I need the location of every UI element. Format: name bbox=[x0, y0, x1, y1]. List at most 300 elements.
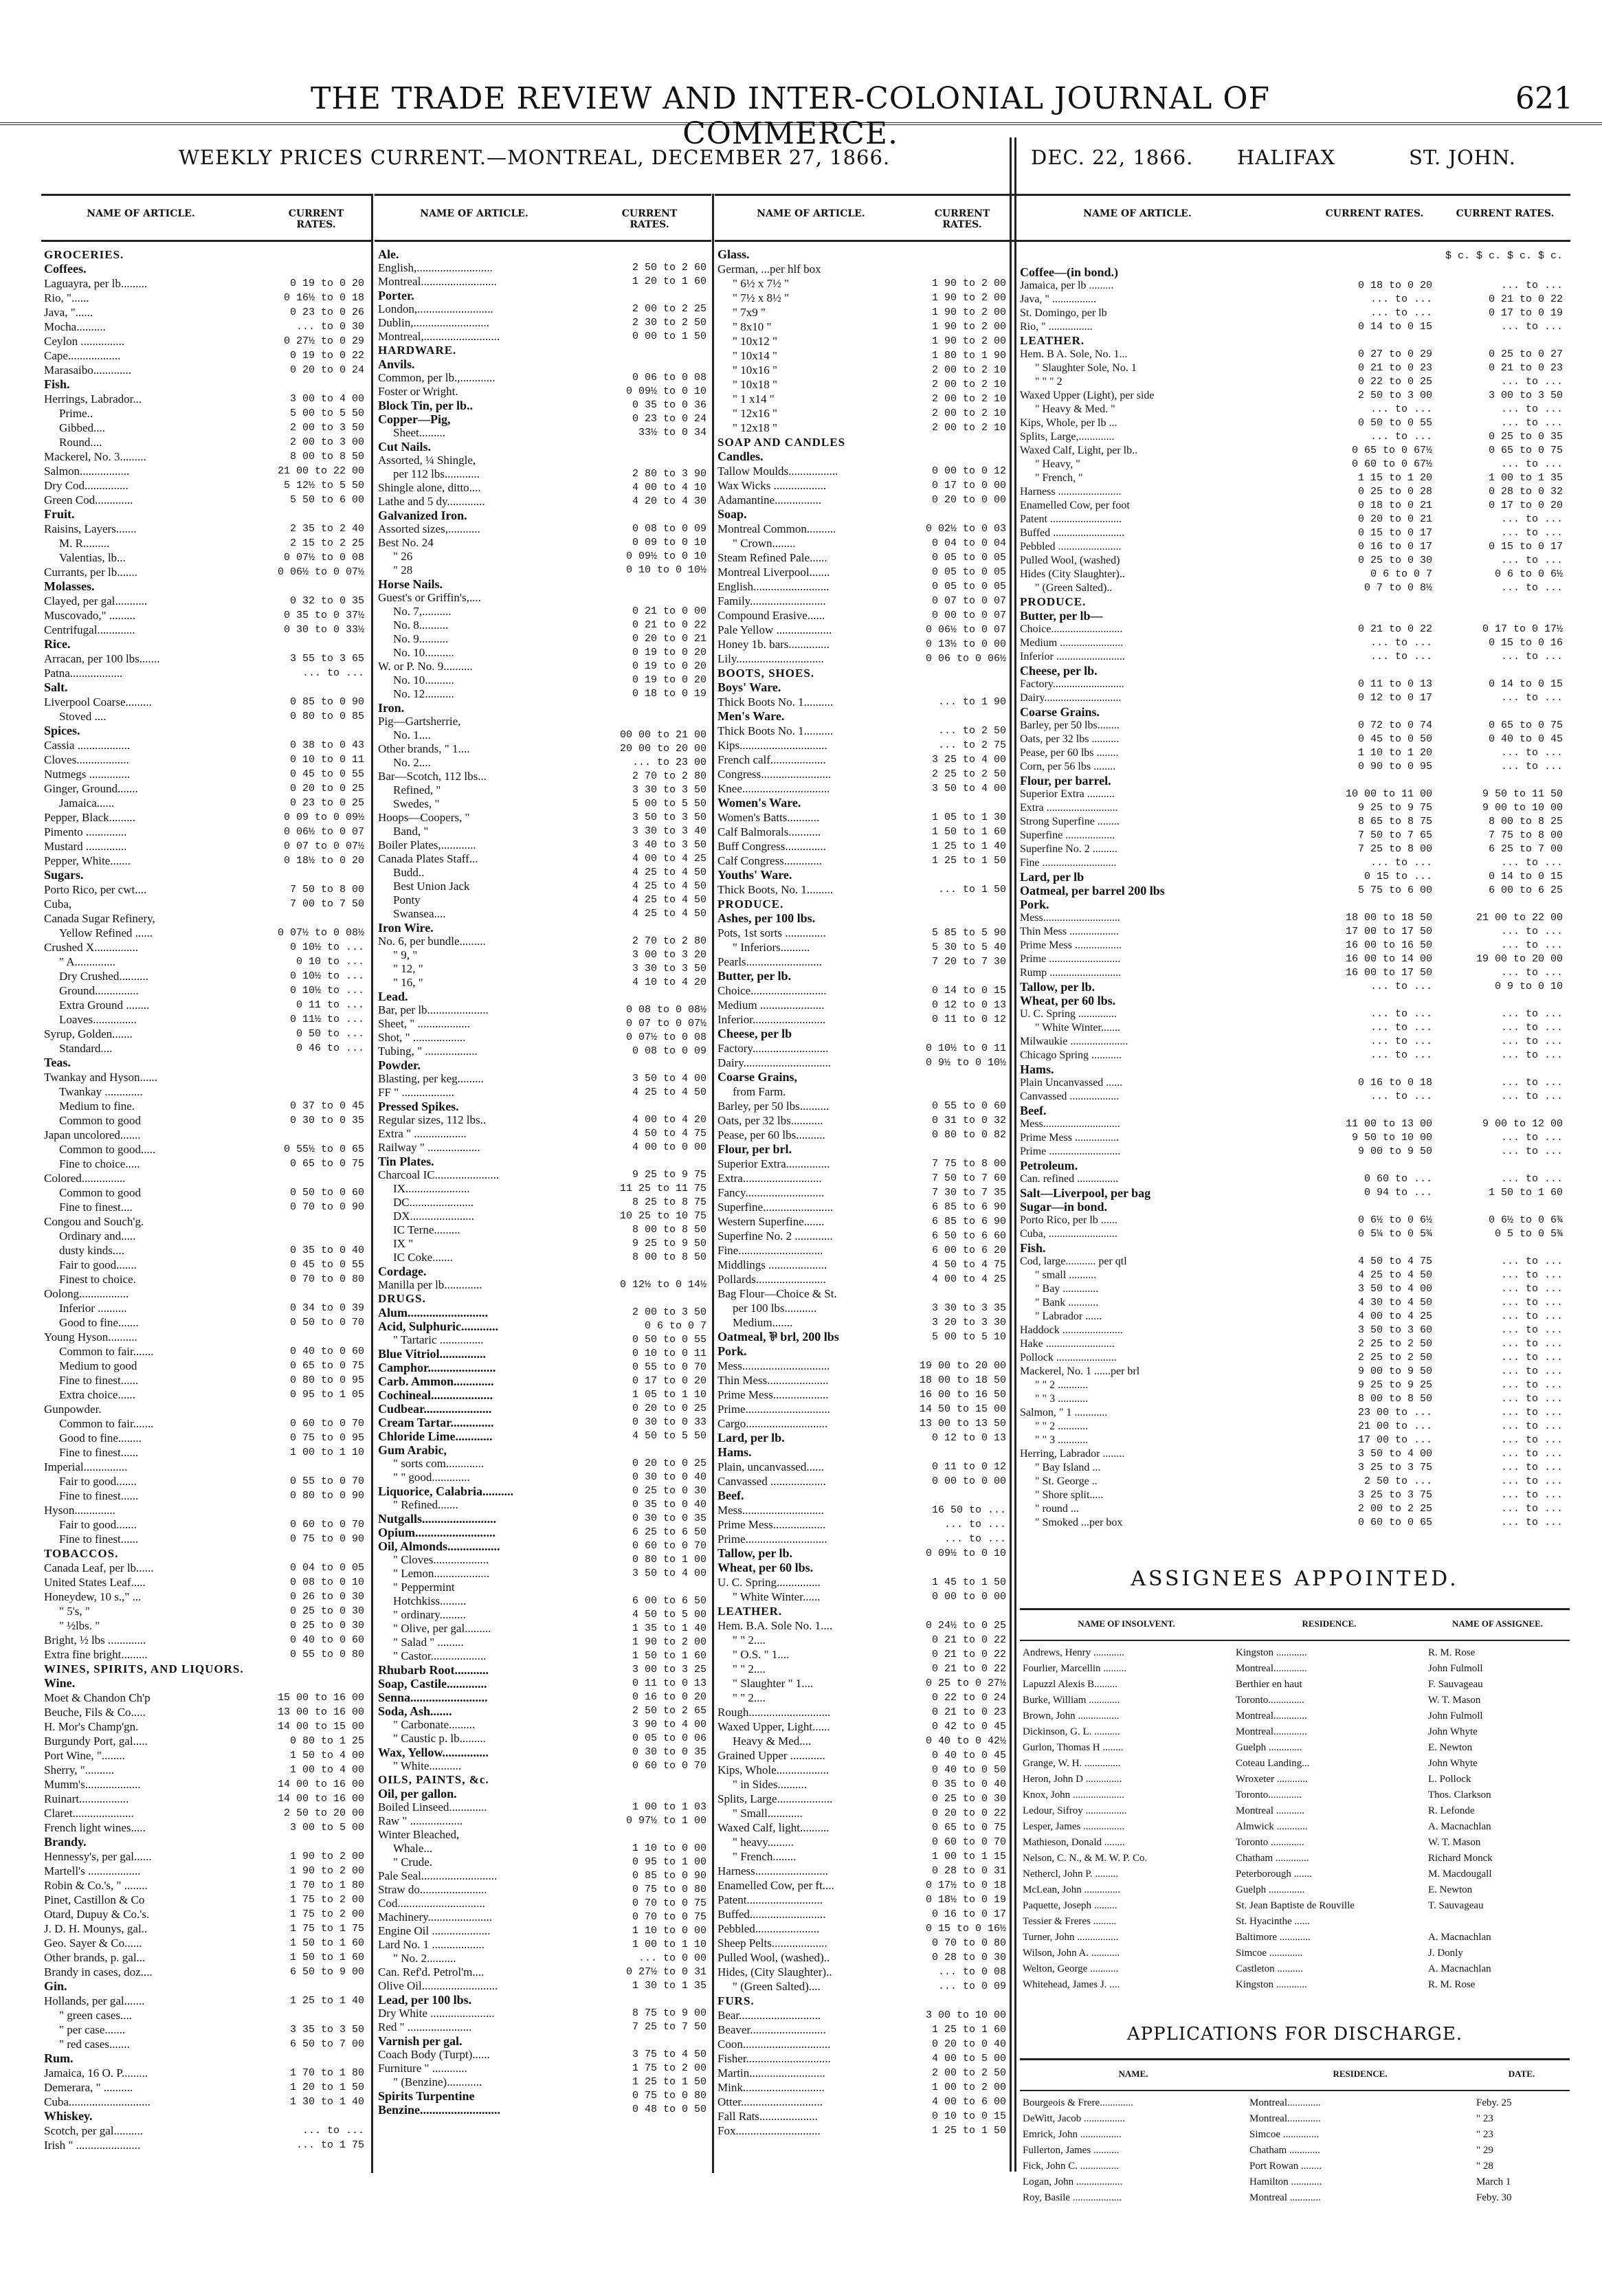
price-row bbox=[717, 1950, 1006, 1965]
category-heading bbox=[44, 579, 367, 594]
current-rate: ... to 0 08 bbox=[937, 1966, 1006, 1978]
current-rate: 6 50 to 7 00 bbox=[289, 2038, 364, 2050]
table-cell: Tessier & Freres ......... bbox=[1023, 1916, 1117, 1927]
article-name: Regular sizes, 112 lbs.. bbox=[378, 1113, 487, 1126]
article-name: Machinery...................... bbox=[378, 1910, 493, 1924]
price-row bbox=[378, 1581, 708, 1594]
article-name: Fine to finest...... bbox=[59, 1374, 139, 1387]
price-row bbox=[44, 2066, 367, 2080]
halifax-rate: 5 75 to 6 00 bbox=[1357, 884, 1432, 896]
article-name: Fair to good....... bbox=[59, 1258, 137, 1271]
article-name: Barley, per 50 lbs.......... bbox=[717, 1100, 830, 1113]
current-rate: 0 11 to 0 12 bbox=[931, 1014, 1006, 1025]
stjohn-rate: 1 00 to 1 35 bbox=[1488, 472, 1563, 484]
halifax-rate: 0 6 to 0 7 bbox=[1370, 568, 1432, 580]
current-rate: 0 80 to 0 82 bbox=[931, 1129, 1006, 1141]
stjohn-rate: ... to ... bbox=[1500, 1036, 1563, 1047]
article-name: Raisins, Layers....... bbox=[44, 522, 137, 535]
article-name: French light wines..... bbox=[44, 1821, 146, 1834]
article-name: Best No. 24 bbox=[378, 536, 434, 549]
table-row bbox=[1020, 1835, 1570, 1851]
category-heading bbox=[44, 868, 367, 882]
article-name: Brandy. bbox=[44, 1835, 87, 1849]
article-name: Manilla per lb............. bbox=[378, 1278, 482, 1291]
current-rate: 0 05 to 0 05 bbox=[931, 581, 1006, 592]
current-rate: 4 25 to 4 50 bbox=[632, 880, 707, 892]
current-rate: 0 07 to 0 07 bbox=[931, 595, 1006, 607]
current-rate: 1 10 to 0 00 bbox=[632, 1842, 707, 1854]
article-name: Superior Extra............... bbox=[717, 1157, 830, 1170]
price-row bbox=[1020, 1351, 1570, 1365]
article-name: Lard, per lb. bbox=[717, 1431, 785, 1445]
price-row bbox=[717, 334, 1006, 348]
current-rate: 4 25 to 4 50 bbox=[632, 894, 707, 906]
table-cell: A. Macnachlan bbox=[1428, 1932, 1491, 1943]
article-name: Iron. bbox=[378, 701, 405, 715]
stjohn-rate: ... to ... bbox=[1500, 1311, 1563, 1322]
article-name: " ½lbs. " bbox=[59, 1619, 100, 1632]
current-rate: 0 20 to 0 21 bbox=[632, 633, 707, 645]
stjohn-rate: ... to ... bbox=[1500, 417, 1563, 429]
article-name: Butter, per lb. bbox=[717, 969, 792, 983]
price-row bbox=[44, 1965, 367, 1979]
current-rate: 0 08 to 0 09 bbox=[632, 523, 707, 535]
current-rate: 0 16½ to 0 18 bbox=[283, 292, 364, 304]
article-name: Nutmegs .............. bbox=[44, 768, 131, 781]
table-cell: Almwick ............ bbox=[1236, 1821, 1308, 1832]
article-name: Carb. Ammon............. bbox=[378, 1374, 494, 1388]
price-row bbox=[378, 893, 708, 907]
current-rate: 0 19 to 0 20 bbox=[632, 647, 707, 658]
stjohn-rate: ... to ... bbox=[1500, 1049, 1563, 1061]
article-name: Milwaukie ..................... bbox=[1020, 1036, 1128, 1047]
article-name: Good to fine....... bbox=[59, 1316, 139, 1329]
category-heading bbox=[1020, 1104, 1570, 1117]
article-name: Prime............................. bbox=[717, 1403, 830, 1416]
current-rate: 3 00 to 3 20 bbox=[632, 949, 707, 961]
discharge-header-0 bbox=[1020, 2058, 1247, 2091]
current-rate: 3 40 to 3 50 bbox=[632, 839, 707, 851]
journal-title: THE TRADE REVIEW AND INTER-COLONIAL JOURNAL OF COMMERCE. bbox=[311, 81, 1270, 151]
article-name: " 7½ x 8½ " bbox=[733, 291, 789, 304]
current-rate: 0 28 to 0 31 bbox=[931, 1865, 1006, 1877]
article-name: Finest to choice. bbox=[59, 1273, 136, 1286]
maritime-header bbox=[1014, 194, 1570, 242]
current-rate: 0 10½ to ... bbox=[289, 941, 364, 953]
price-row bbox=[378, 1278, 708, 1292]
price-row bbox=[44, 1113, 367, 1128]
stjohn-rate: ... to ... bbox=[1500, 1366, 1563, 1377]
article-name: Beef. bbox=[1020, 1104, 1047, 1117]
halifax-label: HALIFAX bbox=[1237, 146, 1336, 169]
price-row bbox=[717, 1849, 1006, 1864]
article-name: Family.......................... bbox=[717, 594, 826, 608]
table-cell: Peterborough ....... bbox=[1236, 1869, 1312, 1880]
article-name: Horse Nails. bbox=[378, 577, 443, 591]
price-row bbox=[378, 454, 708, 467]
article-name: Dublin,.......................... bbox=[378, 316, 489, 329]
article-name: Shingle alone, ditto.... bbox=[378, 481, 481, 494]
col3-header bbox=[715, 194, 1017, 242]
price-row bbox=[1020, 1076, 1570, 1090]
table-cell: Toronto............. bbox=[1236, 1790, 1302, 1801]
current-rate: 0 18 to 0 19 bbox=[632, 688, 707, 700]
article-name: " 10x14 " bbox=[733, 349, 777, 362]
price-row bbox=[378, 1553, 708, 1567]
section-heading bbox=[44, 1546, 367, 1561]
article-name: Imperial............... bbox=[44, 1460, 128, 1473]
stjohn-rate: 3 00 to 3 50 bbox=[1488, 390, 1563, 401]
price-row bbox=[1020, 389, 1570, 403]
article-name: Spirits Turpentine bbox=[378, 2089, 475, 2103]
article-name: Jamaica, 16 O. P......... bbox=[44, 2066, 148, 2080]
article-name: Herrings, Labrador... bbox=[44, 392, 142, 405]
current-rate: 4 00 to 6 00 bbox=[931, 2096, 1006, 2108]
current-rate: 0 25 to 0 30 bbox=[289, 1605, 364, 1617]
category-heading bbox=[717, 1344, 1006, 1359]
halifax-rate: 0 27 to 0 29 bbox=[1357, 348, 1432, 360]
price-row bbox=[44, 1344, 367, 1359]
price-row bbox=[717, 1835, 1006, 1849]
current-rate: 0 38 to 0 43 bbox=[289, 739, 364, 751]
price-row bbox=[1020, 829, 1570, 843]
category-heading bbox=[1020, 1241, 1570, 1255]
current-rate: 8 00 to 8 50 bbox=[632, 1224, 707, 1236]
category-heading bbox=[1020, 774, 1570, 788]
price-row bbox=[44, 1171, 367, 1185]
current-rate: 0 18½ to 0 19 bbox=[925, 1894, 1006, 1906]
price-row bbox=[44, 1185, 367, 1200]
price-row bbox=[717, 1243, 1006, 1258]
price-row bbox=[44, 435, 367, 449]
article-name: Enamelled Cow, per foot bbox=[1020, 500, 1130, 511]
article-name: Butter, per lb— bbox=[1020, 609, 1103, 623]
current-rate: 1 90 to 2 00 bbox=[632, 1636, 707, 1648]
article-name: Men's Ware. bbox=[717, 709, 785, 723]
stjohn-rate: ... to ... bbox=[1500, 1407, 1563, 1418]
price-row bbox=[1020, 499, 1570, 513]
price-row bbox=[44, 2138, 367, 2152]
article-name: Waxed Calf, light.......... bbox=[717, 1821, 830, 1834]
current-rate: 0 23 to 0 25 bbox=[289, 797, 364, 809]
current-rate: 2 35 to 2 40 bbox=[289, 523, 364, 535]
article-name: per 112 lbs............ bbox=[393, 467, 480, 480]
price-row bbox=[378, 495, 708, 509]
article-name: Foster or Wright. bbox=[378, 385, 458, 398]
article-name: " Olive, per gal......... bbox=[393, 1622, 491, 1635]
price-row bbox=[1020, 1516, 1570, 1530]
halifax-rate: 2 00 to 2 25 bbox=[1357, 1503, 1432, 1515]
article-name: Medium ....................... bbox=[1020, 637, 1124, 649]
assignees-header-2 bbox=[1425, 1608, 1570, 1641]
current-rate: 2 00 to 2 10 bbox=[931, 379, 1006, 390]
price-row bbox=[1020, 375, 1570, 389]
article-name: Cape.................. bbox=[44, 349, 121, 362]
current-rate: 4 10 to 4 20 bbox=[632, 977, 707, 988]
article-name: Pollards........................ bbox=[717, 1273, 826, 1286]
table-cell: Richard Monck bbox=[1428, 1853, 1493, 1864]
halifax-rate: 0 20 to 0 21 bbox=[1357, 513, 1432, 525]
price-row bbox=[1020, 636, 1570, 650]
price-row bbox=[378, 275, 708, 289]
price-row bbox=[717, 565, 1006, 579]
table-cell: Fick, John C. ............... bbox=[1023, 2161, 1120, 2172]
montreal-prices-title: WEEKLY PRICES CURRENT.—MONTREAL, DECEMBER 27, 1866. bbox=[179, 146, 891, 169]
current-rate: 3 50 to 4 00 bbox=[931, 783, 1006, 794]
price-row bbox=[717, 348, 1006, 363]
price-row bbox=[44, 2080, 367, 2095]
article-name: Senna......................... bbox=[378, 1691, 488, 1704]
price-row bbox=[1020, 760, 1570, 774]
article-name: Refined, " bbox=[393, 783, 441, 796]
current-rate: 8 00 to 8 50 bbox=[289, 451, 364, 462]
price-row bbox=[717, 1056, 1006, 1070]
article-name: Twankay and Hyson...... bbox=[44, 1071, 158, 1084]
article-name: Martin.......................... bbox=[717, 2066, 825, 2080]
article-name: Cream Tartar.............. bbox=[378, 1416, 494, 1429]
price-row bbox=[378, 467, 708, 481]
article-name: No. 10.......... bbox=[393, 673, 454, 687]
price-row bbox=[1020, 554, 1570, 568]
current-rate: 0 6 to 0 7 bbox=[644, 1320, 707, 1332]
current-rate: 1 20 to 1 50 bbox=[289, 2082, 364, 2093]
price-row bbox=[378, 1594, 708, 1608]
article-name: Congou and Souch'g. bbox=[44, 1215, 144, 1228]
article-name: Syrup, Golden....... bbox=[44, 1027, 133, 1040]
price-row bbox=[717, 1084, 1006, 1099]
price-row bbox=[44, 998, 367, 1012]
price-row bbox=[378, 1031, 708, 1045]
col3-rate-header: CURRENT RATES. bbox=[934, 208, 990, 230]
article-name: Ashes, per 100 lbs. bbox=[717, 911, 816, 925]
section-heading bbox=[717, 897, 1006, 911]
price-row bbox=[717, 594, 1006, 608]
article-name: Salmon................. bbox=[44, 465, 130, 478]
current-rate: 3 00 to 10 00 bbox=[925, 2009, 1006, 2021]
current-rate: 0 00 to 0 07 bbox=[931, 610, 1006, 621]
table-cell: Wilson, John A. ........... bbox=[1023, 1948, 1120, 1959]
price-row bbox=[378, 481, 708, 495]
current-rate: 4 25 to 4 50 bbox=[632, 908, 707, 919]
current-rate: 0 12 to 0 13 bbox=[931, 999, 1006, 1011]
table-cell: Coteau Landing... bbox=[1236, 1758, 1310, 1769]
article-name: Claret..................... bbox=[44, 1807, 134, 1820]
price-row bbox=[44, 1777, 367, 1792]
article-name: Nutgalls........................ bbox=[378, 1512, 497, 1526]
table-cell: Dickinson, G. L. .......... bbox=[1023, 1726, 1120, 1737]
running-head bbox=[0, 81, 1602, 151]
table-cell: Fullerton, James .......... bbox=[1023, 2145, 1120, 2156]
price-row bbox=[717, 522, 1006, 536]
table-cell: Chatham ............. bbox=[1236, 1853, 1309, 1864]
assignees-title: ASSIGNEES APPOINTED. bbox=[1131, 1567, 1459, 1591]
current-rate: 0 30 to 0 35 bbox=[289, 1115, 364, 1126]
article-name: Rhubarb Root........... bbox=[378, 1663, 489, 1677]
col3-name-header: NAME OF ARTICLE. bbox=[757, 208, 865, 219]
price-row bbox=[717, 1128, 1006, 1142]
category-heading bbox=[378, 1429, 708, 1443]
price-row bbox=[378, 1801, 708, 1814]
article-name: Bear............................ bbox=[717, 2009, 821, 2022]
stjohn-rate: 0 25 to 0 35 bbox=[1488, 431, 1563, 443]
halifax-rate: 0 11 to 0 13 bbox=[1357, 678, 1432, 690]
current-rate: 4 00 to 4 10 bbox=[632, 482, 707, 493]
price-row bbox=[717, 1185, 1006, 1200]
price-row bbox=[717, 1936, 1006, 1950]
current-rate: 3 00 to 4 00 bbox=[289, 393, 364, 405]
stjohn-rate: ... to ... bbox=[1500, 1256, 1563, 1267]
current-rate: 3 55 to 3 65 bbox=[289, 653, 364, 665]
current-rate: 0 40 to 0 60 bbox=[289, 1634, 364, 1646]
table-cell: Nelson, C. N., & M. W. P. Co. bbox=[1023, 1853, 1148, 1864]
price-row bbox=[717, 608, 1006, 623]
current-rate: 3 30 to 3 50 bbox=[632, 784, 707, 796]
price-row bbox=[44, 1359, 367, 1373]
article-name: IC Coke....... bbox=[393, 1251, 453, 1264]
current-rate: 5 85 to 5 90 bbox=[931, 927, 1006, 939]
article-name: Hams. bbox=[1020, 1062, 1054, 1076]
price-row bbox=[44, 940, 367, 955]
current-rate: 1 70 to 1 80 bbox=[289, 2067, 364, 2079]
category-heading bbox=[378, 2034, 708, 2048]
table-cell: Toronto ............. bbox=[1236, 1837, 1304, 1848]
category-heading bbox=[378, 1388, 708, 1402]
price-row bbox=[378, 1072, 708, 1086]
current-rate: 0 06 to 0 08 bbox=[632, 372, 707, 383]
price-row bbox=[44, 955, 367, 969]
price-row bbox=[1020, 678, 1570, 691]
table-row bbox=[1020, 1677, 1570, 1693]
price-row bbox=[44, 1243, 367, 1258]
halifax-rate: ... to ... bbox=[1370, 857, 1432, 869]
price-row bbox=[378, 1718, 708, 1732]
stjohn-rate: 0 21 to 0 22 bbox=[1488, 293, 1563, 305]
current-rate: 0 30 to 0 33 bbox=[632, 1416, 707, 1428]
price-row bbox=[44, 1907, 367, 1921]
article-name: Factory.......................... bbox=[1020, 678, 1124, 690]
article-name: FF " .................. bbox=[378, 1086, 454, 1099]
price-row bbox=[44, 1315, 367, 1330]
current-rate: 7 00 to 7 50 bbox=[289, 898, 364, 910]
table-cell: John Fulmoll bbox=[1428, 1710, 1483, 1721]
current-rate: 0 50 to 0 55 bbox=[632, 1334, 707, 1346]
section-heading bbox=[1020, 595, 1570, 609]
table-cell: Fourlier, Marcellin ......... bbox=[1023, 1663, 1127, 1674]
price-row bbox=[378, 673, 708, 687]
current-rate: 0 70 to 0 75 bbox=[632, 1897, 707, 1909]
section-heading bbox=[717, 1604, 1006, 1618]
halifax-rate: 0 60 to 0 67½ bbox=[1351, 458, 1432, 470]
article-name: Hake ......................... bbox=[1020, 1338, 1115, 1350]
article-name: Thick Boots No. 1.......... bbox=[717, 724, 834, 737]
current-rate: ... to 2 50 bbox=[937, 725, 1006, 737]
article-name: " 28 bbox=[393, 564, 413, 577]
price-row bbox=[44, 1633, 367, 1647]
halifax-rate: 18 00 to 18 50 bbox=[1345, 912, 1432, 924]
table-cell: John Whyte bbox=[1428, 1726, 1478, 1737]
price-row bbox=[717, 550, 1006, 565]
price-row bbox=[44, 334, 367, 348]
current-rate: ... to ... bbox=[302, 667, 364, 679]
article-name: Inferior ......................... bbox=[1020, 651, 1125, 662]
price-row bbox=[44, 1792, 367, 1806]
current-rate: 3 30 to 3 40 bbox=[632, 825, 707, 837]
category-heading bbox=[717, 1445, 1006, 1460]
current-rate: 0 25 to 0 27½ bbox=[925, 1678, 1006, 1689]
article-name: " A.............. bbox=[59, 955, 116, 968]
current-rate: 4 00 to 0 00 bbox=[632, 1141, 707, 1153]
current-rate: 2 00 to 2 10 bbox=[931, 364, 1006, 376]
category-heading bbox=[1020, 265, 1570, 279]
price-row bbox=[378, 1649, 708, 1663]
current-rate: 0 19 to 0 20 bbox=[632, 674, 707, 686]
article-name: Pig—Gartsherrie, bbox=[378, 715, 461, 728]
table-cell: E. Newton bbox=[1428, 1884, 1473, 1895]
article-name: Blue Vitriol............... bbox=[378, 1347, 486, 1361]
category-heading bbox=[717, 1142, 1006, 1157]
price-row bbox=[1020, 925, 1570, 939]
current-rate: 6 50 to 9 00 bbox=[289, 1966, 364, 1978]
current-rate: 0 11 to ... bbox=[296, 999, 364, 1011]
stjohn-rate: ... to ... bbox=[1500, 1283, 1563, 1295]
section-heading bbox=[717, 435, 1006, 449]
current-rate: 0 80 to 1 00 bbox=[632, 1554, 707, 1565]
category-heading bbox=[378, 247, 708, 261]
article-name: " 6½ x 7½ " bbox=[733, 277, 789, 290]
price-row bbox=[378, 935, 708, 948]
article-name: " " " 2 bbox=[1035, 376, 1063, 388]
current-rate: 16 50 to ... bbox=[931, 1504, 1006, 1516]
current-rate: 6 25 to 6 50 bbox=[632, 1526, 707, 1538]
stjohn-rate: ... to ... bbox=[1500, 1008, 1563, 1020]
price-row bbox=[378, 1017, 708, 1031]
current-rate: 0 20 to 0 22 bbox=[931, 1807, 1006, 1819]
article-name: Superfine .................. bbox=[1020, 829, 1115, 841]
article-name: Herring, Labrador ........ bbox=[1020, 1448, 1125, 1460]
article-name: Wax Wicks .................. bbox=[717, 479, 827, 492]
article-name: Rum. bbox=[44, 2051, 74, 2065]
current-rate: 0 20 to 0 25 bbox=[632, 1458, 707, 1469]
current-rate: ... to 0 30 bbox=[296, 321, 364, 333]
price-row bbox=[44, 1820, 367, 1835]
current-rate: 0 10½ to ... bbox=[289, 985, 364, 996]
price-row bbox=[717, 1792, 1006, 1806]
article-name: Jamaica...... bbox=[59, 796, 115, 810]
currency-row bbox=[1020, 247, 1570, 265]
price-row bbox=[1020, 856, 1570, 870]
price-row bbox=[717, 810, 1006, 825]
table-row bbox=[1020, 1946, 1570, 1961]
price-row bbox=[717, 2080, 1006, 2095]
price-row bbox=[717, 1171, 1006, 1185]
current-rate: 0 30 to 0 35 bbox=[632, 1746, 707, 1758]
current-rate: 0 80 to 0 90 bbox=[289, 1490, 364, 1502]
article-name: Dairy.............................. bbox=[717, 1056, 832, 1069]
current-rate: 14 00 to 16 00 bbox=[277, 1793, 364, 1805]
current-rate: 5 50 to 6 00 bbox=[289, 494, 364, 506]
current-rate: 0 60 to 0 70 bbox=[289, 1519, 364, 1530]
halifax-rate: ... to ... bbox=[1370, 293, 1432, 305]
price-row bbox=[44, 1618, 367, 1633]
halifax-rate: 0 18 to 0 20 bbox=[1357, 280, 1432, 291]
article-name: Canada Plates Staff... bbox=[378, 852, 478, 865]
price-row bbox=[717, 1633, 1006, 1647]
article-name: Port Wine, "........ bbox=[44, 1749, 125, 1762]
price-row bbox=[44, 1041, 367, 1056]
article-name: English,.......................... bbox=[378, 261, 493, 274]
table-cell: Nethercl, John P. ......... bbox=[1023, 1869, 1119, 1880]
price-row bbox=[44, 392, 367, 406]
